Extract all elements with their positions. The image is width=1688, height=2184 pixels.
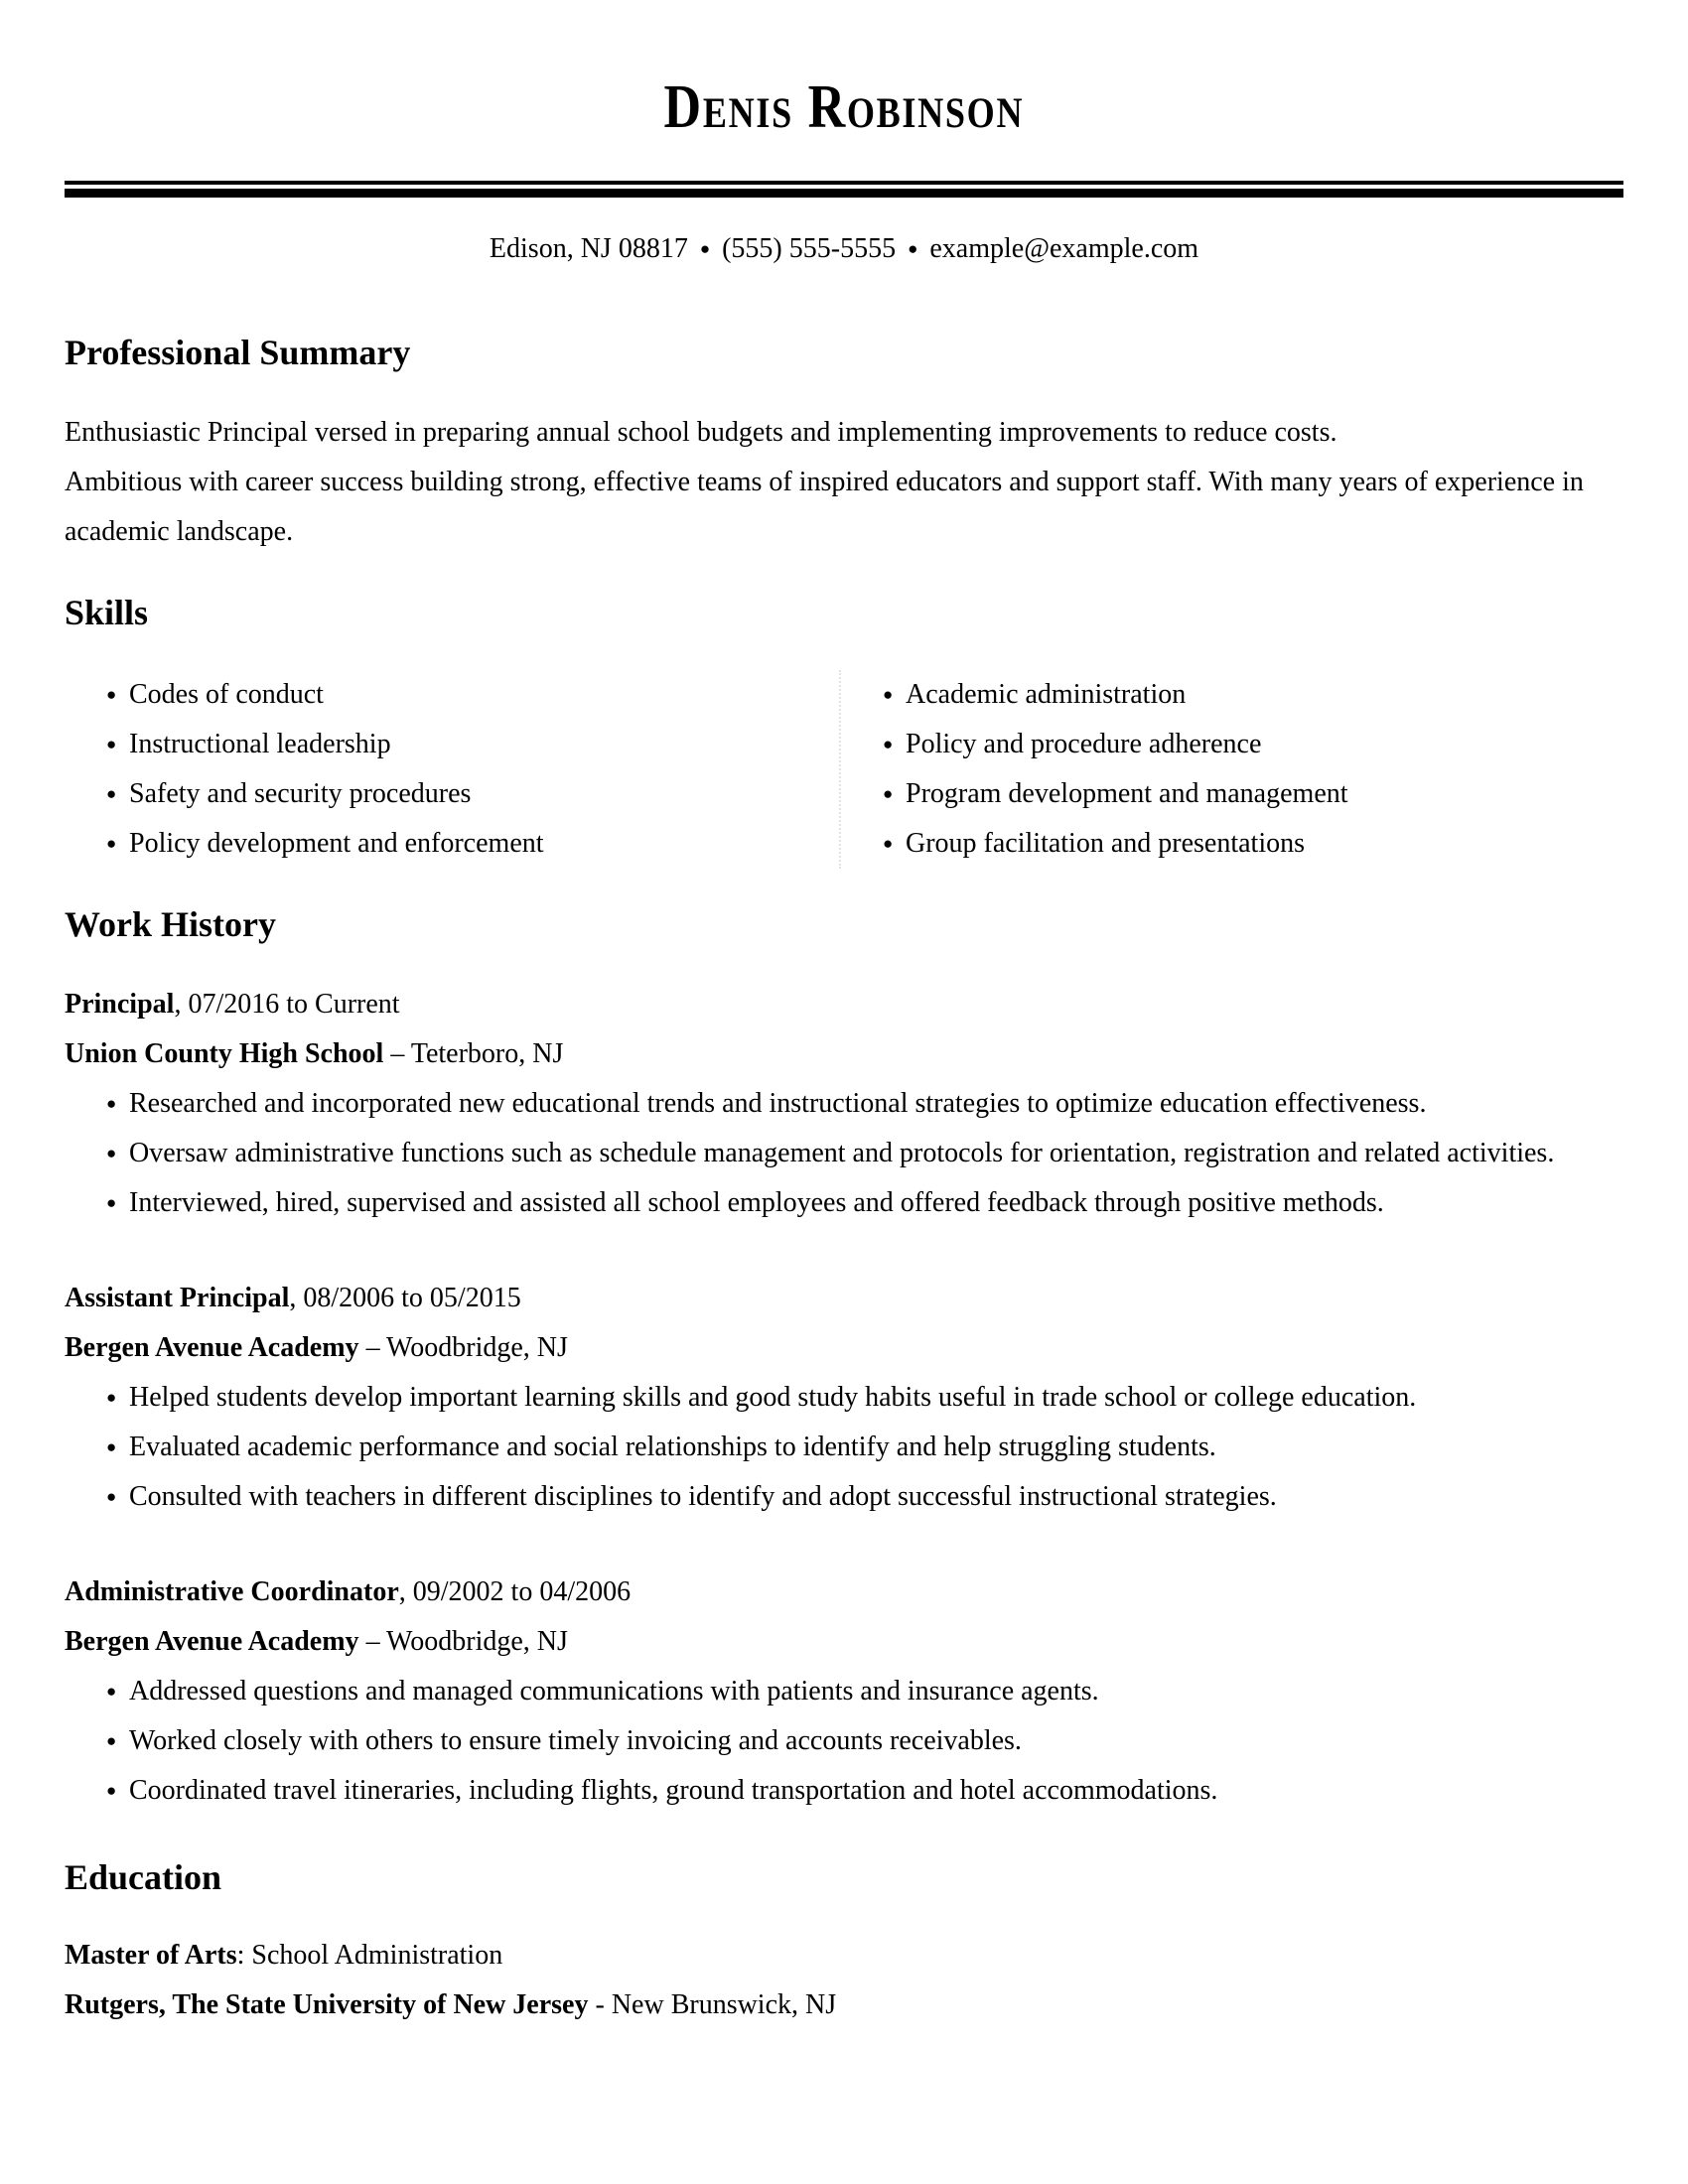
school-location: - New Brunswick, NJ bbox=[588, 1989, 837, 2020]
summary-body bbox=[65, 408, 1623, 557]
skill-item: ● Policy and procedure adherence bbox=[841, 720, 1623, 769]
skill-item: ● Policy development and enforcement bbox=[65, 819, 839, 869]
skill-item: ● Academic administration bbox=[841, 670, 1623, 720]
school-line bbox=[65, 1980, 1623, 2030]
skills-list-right bbox=[839, 670, 1623, 869]
contact-line bbox=[65, 235, 1623, 263]
section-heading-work-history: Work History bbox=[65, 904, 276, 944]
skills-list-left bbox=[65, 670, 839, 869]
company-location: – Woodbridge, NJ bbox=[358, 1332, 568, 1363]
job-title: Principal bbox=[65, 989, 175, 1020]
summary-paragraph: Enthusiastic Principal versed in preparing annual school budgets and implementing improvements to reduce costs. bbox=[65, 417, 1337, 448]
job-entry bbox=[65, 1274, 1623, 1522]
contact-location: Edison, NJ 08817 bbox=[489, 233, 688, 264]
contact-email: example@example.com bbox=[929, 233, 1199, 264]
job-title-line bbox=[65, 1568, 1623, 1617]
school-name: Rutgers, The State University of New Jersey bbox=[65, 1989, 589, 2020]
job-dates: , 09/2002 to 04/2006 bbox=[398, 1576, 632, 1607]
job-bullet-list bbox=[65, 1079, 1623, 1228]
company-location: – Teterboro, NJ bbox=[383, 1038, 564, 1069]
job-bullet: ● Worked closely with others to ensure timely invoicing and accounts receivables. bbox=[65, 1716, 1623, 1766]
job-dates: , 08/2006 to 05/2015 bbox=[289, 1283, 521, 1313]
skill-item: ● Group facilitation and presentations bbox=[841, 819, 1623, 869]
job-title-line bbox=[65, 980, 1623, 1029]
skill-item: ● Instructional leadership bbox=[65, 720, 839, 769]
job-bullet: ● Coordinated travel itineraries, including flights, ground transportation and hotel accommodations. bbox=[65, 1766, 1623, 1816]
job-bullet-list bbox=[65, 1373, 1623, 1522]
company-name: Bergen Avenue Academy bbox=[65, 1626, 359, 1657]
degree-field: : School Administration bbox=[236, 1940, 503, 1971]
job-bullet: ● Evaluated academic performance and social relationships to identify and help struggling students. bbox=[65, 1423, 1623, 1472]
job-entry bbox=[65, 1568, 1623, 1816]
header-rule-thin bbox=[65, 181, 1623, 185]
degree-name: Master of Arts bbox=[65, 1940, 237, 1971]
dot-separator-icon: ● bbox=[699, 239, 711, 258]
education-body bbox=[65, 1931, 1623, 2030]
summary-paragraph: Ambitious with career success building strong, effective teams of inspired educators and support staff. With many years of experience in academic landscape. bbox=[65, 467, 1584, 547]
header-double-rule bbox=[65, 181, 1623, 198]
job-dates: , 07/2016 to Current bbox=[174, 989, 400, 1020]
header-rule-thick bbox=[65, 189, 1623, 198]
job-bullet: ● Interviewed, hired, supervised and assisted all school employees and offered feedback through positive methods. bbox=[65, 1178, 1623, 1228]
section-heading-education: Education bbox=[65, 1857, 222, 1897]
dot-separator-icon: ● bbox=[908, 239, 918, 258]
job-title: Assistant Principal bbox=[65, 1283, 290, 1313]
contact-phone: (555) 555-5555 bbox=[722, 233, 897, 264]
section-heading-summary: Professional Summary bbox=[65, 333, 411, 372]
job-bullet-list bbox=[65, 1667, 1623, 1816]
skills-columns bbox=[65, 670, 1623, 869]
resume-name bbox=[65, 0, 1623, 139]
job-entry bbox=[65, 980, 1623, 1228]
section-heading-skills: Skills bbox=[65, 593, 149, 632]
job-bullet: ● Helped students develop important learning skills and good study habits useful in trade school or college education. bbox=[65, 1373, 1623, 1423]
resume-name-text: Denis Robinson bbox=[663, 73, 1025, 141]
skill-item: ● Program development and management bbox=[841, 769, 1623, 819]
job-company-line bbox=[65, 1617, 1623, 1667]
job-bullet: ● Oversaw administrative functions such as schedule management and protocols for orientation, registration and related activities. bbox=[65, 1129, 1623, 1178]
job-company-line bbox=[65, 1029, 1623, 1079]
degree-line bbox=[65, 1931, 1623, 1980]
job-title: Administrative Coordinator bbox=[65, 1576, 399, 1607]
company-name: Union County High School bbox=[65, 1038, 384, 1069]
job-bullet: ● Addressed questions and managed communications with patients and insurance agents. bbox=[65, 1667, 1623, 1716]
job-bullet: ● Researched and incorporated new educational trends and instructional strategies to optimize education effectiveness. bbox=[65, 1079, 1623, 1129]
job-company-line bbox=[65, 1323, 1623, 1373]
job-title-line bbox=[65, 1274, 1623, 1323]
job-bullet: ● Consulted with teachers in different disciplines to identify and adopt successful instructional strategies. bbox=[65, 1472, 1623, 1522]
skill-item: ● Codes of conduct bbox=[65, 670, 839, 720]
company-name: Bergen Avenue Academy bbox=[65, 1332, 359, 1363]
skill-item: ● Safety and security procedures bbox=[65, 769, 839, 819]
company-location: – Woodbridge, NJ bbox=[358, 1626, 568, 1657]
